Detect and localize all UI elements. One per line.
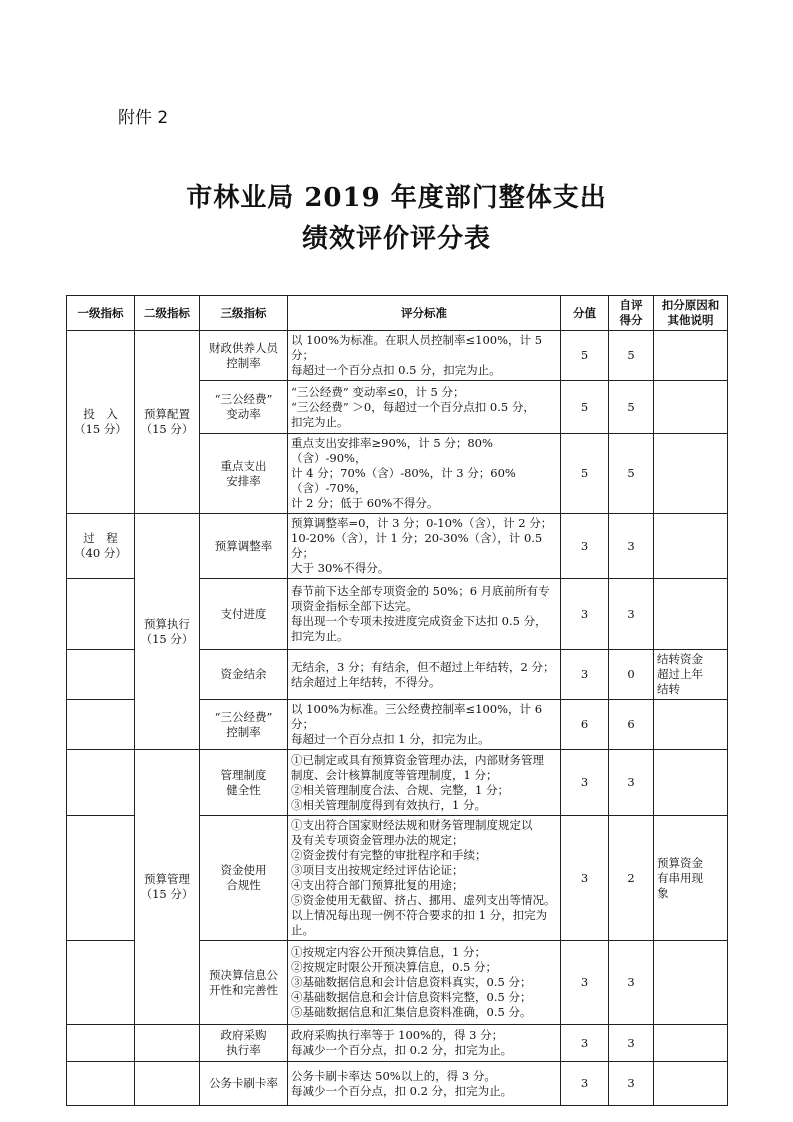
self-score-cell: 0 — [609, 650, 654, 700]
empty-cell — [67, 579, 135, 650]
standard-cell: ①按规定内容公开预决算信息，1 分； ②按规定时限公开预决算信息，0.5 分； ③基础数据信息和会计信息资料真实，0.5 分； ④基础数据信息和会计信息资料完整，0.5 分； ⑤基础数据信息和汇集信息资料准确，0.5 分。 — [288, 941, 561, 1025]
standard-cell: 无结余，3 分；有结余，但不超过上年结转，2 分； 结余超过上年结转，不得分。 — [288, 650, 561, 700]
empty-cell — [67, 1025, 135, 1062]
level1-process: 过 程 （40 分） — [67, 514, 135, 579]
header-level1: 一级指标 — [67, 296, 135, 331]
note-cell — [654, 750, 728, 816]
evaluation-score-table — [66, 295, 728, 1106]
level3-cell: 公务卡刷卡率 — [200, 1062, 288, 1106]
score-cell: 3 — [561, 650, 609, 700]
header-level3: 三级指标 — [200, 296, 288, 331]
note-cell: 结转资金 超过上年 结转 — [654, 650, 728, 700]
score-cell: 3 — [561, 579, 609, 650]
self-score-cell: 3 — [609, 1025, 654, 1062]
level2-budget-exec: 预算执行 （15 分） — [135, 514, 200, 750]
level3-cell: “三公经费” 变动率 — [200, 381, 288, 434]
standard-cell: 政府采购执行率等于 100%的，得 3 分； 每减少一个百分点，扣 0.2 分，扣完为止。 — [288, 1025, 561, 1062]
table-row — [67, 514, 728, 579]
note-cell — [654, 1025, 728, 1062]
note-cell: 预算资金 有串用现 象 — [654, 816, 728, 941]
table-row — [67, 331, 728, 381]
note-cell — [654, 381, 728, 434]
standard-cell: 春节前下达全部专项资金的 50%；6 月底前所有专 项资金指标全部下达完。 每出现一个专项未按进度完成资金下达扣 0.5 分， 扣完为止。 — [288, 579, 561, 650]
document-subtitle: 绩效评价评分表 — [301, 224, 491, 254]
score-cell: 3 — [561, 1025, 609, 1062]
level3-cell: 政府采购 执行率 — [200, 1025, 288, 1062]
level3-cell: “三公经费” 控制率 — [200, 700, 288, 750]
level2-budget-mgmt: 预算管理 （15 分） — [135, 750, 200, 1025]
self-score-cell: 5 — [609, 381, 654, 434]
level1-input: 投 入 （15 分） — [67, 331, 135, 514]
table-row — [67, 1025, 728, 1062]
header-score: 分值 — [561, 296, 609, 331]
level2-budget-config: 预算配置 （15 分） — [135, 331, 200, 514]
note-cell — [654, 331, 728, 381]
empty-cell — [67, 941, 135, 1025]
note-cell — [654, 1062, 728, 1106]
score-cell: 6 — [561, 700, 609, 750]
standard-cell: 预算调整率=0，计 3 分；0-10%（含），计 2 分； 10-20%（含），计 1 分；20-30%（含），计 0.5 分； 大于 30%不得分。 — [288, 514, 561, 579]
score-cell: 3 — [561, 941, 609, 1025]
standard-cell: 重点支出安排率≥90%，计 5 分；80%（含）-90%， 计 4 分；70%（含）-80%，计 3 分；60%（含）-70%， 计 2 分；低于 60%不得分。 — [288, 434, 561, 514]
header-note: 扣分原因和 其他说明 — [654, 296, 728, 331]
level3-cell: 管理制度 健全性 — [200, 750, 288, 816]
header-level2: 二级指标 — [135, 296, 200, 331]
self-score-cell: 3 — [609, 514, 654, 579]
level3-cell: 预算调整率 — [200, 514, 288, 579]
empty-cell — [67, 1062, 135, 1106]
score-cell: 5 — [561, 331, 609, 381]
standard-cell: 公务卡刷卡率达 50%以上的，得 3 分。 每减少一个百分点，扣 0.2 分，扣完为止。 — [288, 1062, 561, 1106]
empty-cell — [135, 1025, 200, 1062]
standard-cell: “三公经费” 变动率≤0，计 5 分； “三公经费” ＞0，每超过一个百分点扣 0.5 分， 扣完为止。 — [288, 381, 561, 434]
score-cell: 5 — [561, 381, 609, 434]
self-score-cell: 3 — [609, 579, 654, 650]
attachment-label: 附件 2 — [118, 108, 169, 128]
empty-cell — [67, 816, 135, 941]
note-cell — [654, 700, 728, 750]
header-self-score: 自评 得分 — [609, 296, 654, 331]
table-row — [67, 1062, 728, 1106]
standard-cell: 以 100%为标准。三公经费控制率≤100%，计 6 分； 每超过一个百分点扣 1 分，扣完为止。 — [288, 700, 561, 750]
standard-cell: ①支出符合国家财经法规和财务管理制度规定以 及有关专项资金管理办法的规定； ②资金拨付有完整的审批程序和手续； ③项目支出按规定经过评估论证； ④支出符合部门预算批复的用途； ⑤资金使用无截留、挤占、挪用、虚列支出等情况。 以上情况每出现一例不符合要求的扣 1 分，扣完为止。 — [288, 816, 561, 941]
note-cell — [654, 941, 728, 1025]
standard-cell: ①已制定或具有预算资金管理办法，内部财务管理 制度、会计核算制度等管理制度，1 分； ②相关管理制度合法、合规、完整，1 分； ③相关管理制度得到有效执行，1 分。 — [288, 750, 561, 816]
score-cell: 3 — [561, 1062, 609, 1106]
document-title: 市林业局 2019 年度部门整体支出 — [186, 183, 607, 213]
score-cell: 3 — [561, 816, 609, 941]
self-score-cell: 3 — [609, 941, 654, 1025]
self-score-cell: 5 — [609, 434, 654, 514]
self-score-cell: 5 — [609, 331, 654, 381]
empty-cell — [67, 700, 135, 750]
standard-cell: 以 100%为标准。在职人员控制率≤100%，计 5 分； 每超过一个百分点扣 0.5 分，扣完为止。 — [288, 331, 561, 381]
score-cell: 3 — [561, 750, 609, 816]
table-row — [67, 750, 728, 816]
level3-cell: 财政供养人员 控制率 — [200, 331, 288, 381]
score-cell: 5 — [561, 434, 609, 514]
self-score-cell: 2 — [609, 816, 654, 941]
level3-cell: 预决算信息公 开性和完善性 — [200, 941, 288, 1025]
note-cell — [654, 579, 728, 650]
header-standard: 评分标准 — [288, 296, 561, 331]
empty-cell — [135, 1062, 200, 1106]
self-score-cell: 3 — [609, 750, 654, 816]
note-cell — [654, 514, 728, 579]
score-cell: 3 — [561, 514, 609, 579]
level3-cell: 资金使用 合规性 — [200, 816, 288, 941]
level3-cell: 资金结余 — [200, 650, 288, 700]
level3-cell: 支付进度 — [200, 579, 288, 650]
empty-cell — [67, 750, 135, 816]
empty-cell — [67, 650, 135, 700]
self-score-cell: 6 — [609, 700, 654, 750]
level3-cell: 重点支出 安排率 — [200, 434, 288, 514]
table-header-row — [67, 296, 728, 331]
self-score-cell: 3 — [609, 1062, 654, 1106]
note-cell — [654, 434, 728, 514]
